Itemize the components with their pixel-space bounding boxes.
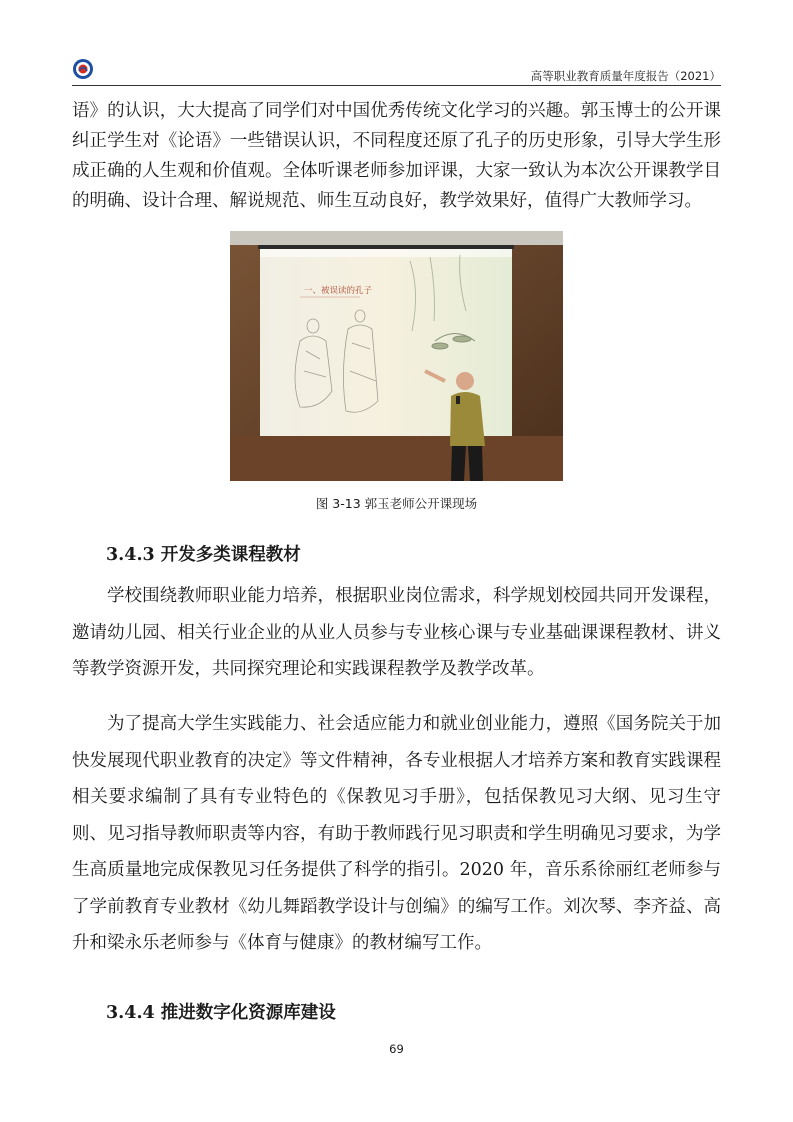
section-3-4-3-paragraph-1: 学校围绕教师职业能力培养，根据职业岗位需求，科学规划校园共同开发课程，邀请幼儿园、相关行业企业的从业人员参与专业核心课与专业基础课课程教材、讲义等教学资源开发，共同探究理论和实践课程教学及教学改革。 — [72, 586, 721, 679]
school-logo-icon — [72, 58, 94, 80]
figure-caption: 图 3-13 郭玉老师公开课现场 — [315, 496, 478, 511]
lecture-photo — [230, 231, 563, 481]
section-heading-3-4-4: 3.4.4 推进数字化资源库建设 — [106, 1003, 336, 1023]
header-divider — [72, 85, 721, 86]
page-number: 69 — [389, 1042, 404, 1056]
intro-paragraph: 语》的认识，大大提高了同学们对中国优秀传统文化学习的兴趣。郭玉博士的公开课纠正学生对《论语》一些错误认识，不同程度还原了孔子的历史形象，引导大学生形成正确的人生观和价值观。全体听课老师参加评课，大家一致认为本次公开课教学目的明确、设计合理、解说规范、师生互动良好，教学效果好，值得广大教师学习。 — [72, 101, 721, 211]
slide-title: 一、被误读的孔子 — [304, 286, 373, 296]
section-3-4-3-paragraph-2: 为了提高大学生实践能力、社会适应能力和就业创业能力，遵照《国务院关于加快发展现代职业教育的决定》等文件精神，各专业根据人才培养方案和教育实践课程相关要求编制了具有专业特色的《保教见习手册》，包括保教见习大纲、见习生守则、见习指导教师职责等内容，有助于教师践行见习职责和学生明确见习要求，为学生高质量地完成保教见习任务提供了科学的指引。2020 年，音乐系徐丽红老师参与了学前教育专业教材《幼儿舞蹈教学设计与创编》的编写工作。刘次琴、李齐益、高升和梁永乐老师参与《体育与健康》的教材编写工作。 — [72, 714, 721, 953]
report-title: 高等职业教育质量年度报告（2021） — [530, 69, 721, 83]
section-heading-3-4-3: 3.4.3 开发多类课程教材 — [106, 545, 301, 565]
